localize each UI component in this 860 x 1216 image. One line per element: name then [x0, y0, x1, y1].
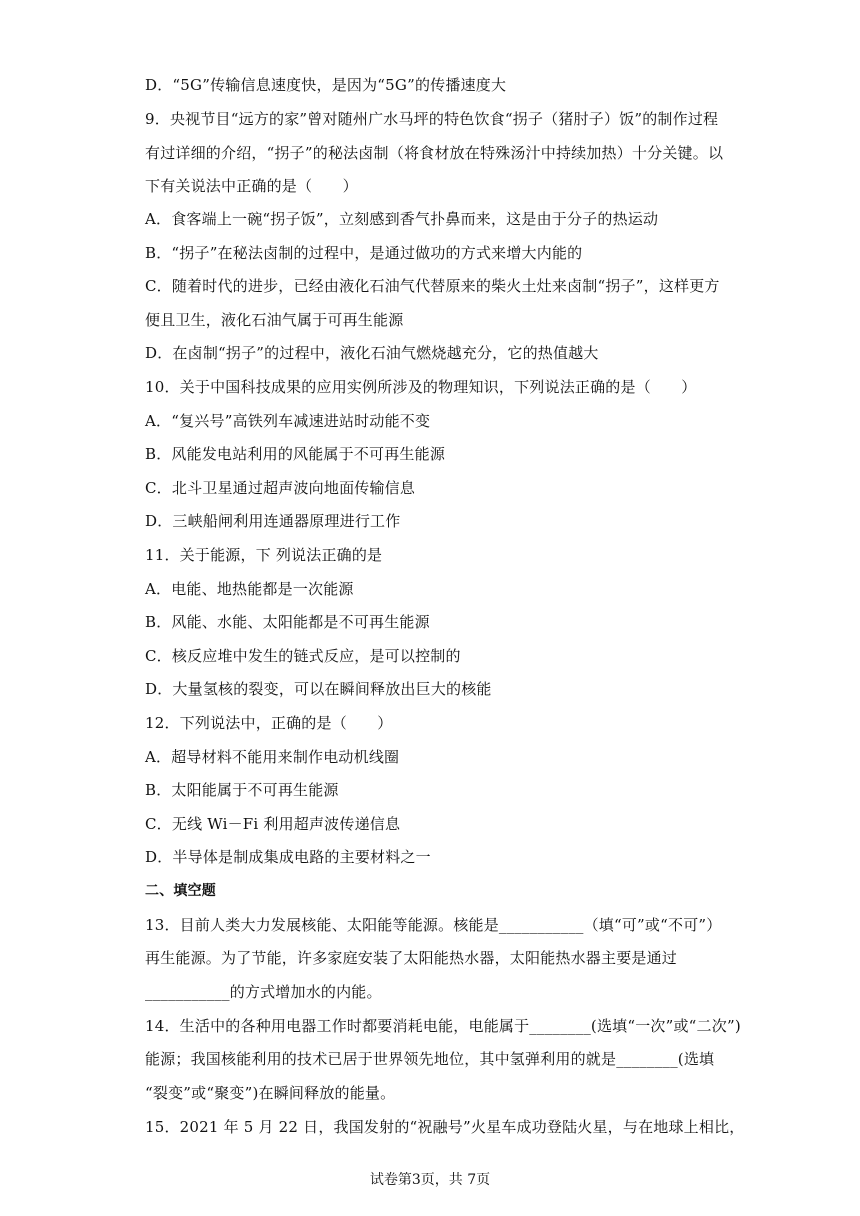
- q9-stem-line-2: 有过详细的介绍，“拐子”的秘法卤制（将食材放在特殊汤汁中持续加热）十分关键。以: [145, 144, 724, 162]
- q11-option-c: C．核反应堆中发生的链式反应，是可以控制的: [145, 647, 461, 665]
- q14-line-2: 能源；我国核能利用的技术已居于世界领先地位，其中氢弹利用的就是________(选填: [145, 1050, 715, 1068]
- q10-option-d: D．三峡船闸利用连通器原理进行工作: [145, 512, 401, 530]
- q15-line-1: 15．2021 年 5 月 22 日，我国发射的“祝融号”火星车成功登陆火星，与在地球上相比，: [145, 1118, 745, 1136]
- q8-option-d: D．“5G”传输信息速度快，是因为“5G”的传播速度大: [145, 76, 507, 94]
- q10-option-b: B．风能发电站利用的风能属于不可再生能源: [145, 445, 446, 463]
- q11-stem: 11．关于能源，下 列说法正确的是: [145, 546, 383, 564]
- q12-option-c: C．无线 Wi－Fi 利用超声波传递信息: [145, 815, 401, 833]
- q12-option-a: A．超导材料不能用来制作电动机线圈: [145, 748, 400, 766]
- q9-option-b: B．“拐子”在秘法卤制的过程中，是通过做功的方式来增大内能的: [145, 244, 583, 262]
- q13-line-3: ___________的方式增加水的内能。: [145, 983, 382, 1001]
- q9-stem-line-1: 9．央视节目“远方的家”曾对随州广水马坪的特色饮食“拐子（猪肘子）饭”的制作过程: [145, 110, 719, 128]
- q9-option-a: A．食客端上一碗“拐子饭”，立刻感到香气扑鼻而来，这是由于分子的热运动: [145, 210, 659, 228]
- q11-option-a: A．电能、地热能都是一次能源: [145, 580, 354, 598]
- q9-stem-line-3: 下有关说法中正确的是（ ）: [145, 177, 358, 195]
- q9-option-c-line-2: 便且卫生，液化石油气属于可再生能源: [145, 311, 404, 329]
- page-footer: 试卷第3页，共 7页: [369, 1172, 491, 1188]
- q9-option-d: D．在卤制“拐子”的过程中，液化石油气燃烧越充分，它的热值越大: [145, 344, 599, 362]
- q12-option-d: D．半导体是制成集成电路的主要材料之一: [145, 848, 431, 866]
- q12-stem: 12．下列说法中，正确的是（ ）: [145, 714, 393, 732]
- q14-line-3: “裂变”或“聚变”)在瞬间释放的能量。: [145, 1084, 396, 1102]
- q11-option-b: B．风能、水能、太阳能都是不可再生能源: [145, 613, 430, 631]
- q11-option-d: D．大量氢核的裂变，可以在瞬间释放出巨大的核能: [145, 680, 492, 698]
- q10-option-a: A．“复兴号”高铁列车减速进站时动能不变: [145, 412, 431, 430]
- q13-line-2: 再生能源。为了节能，许多家庭安装了太阳能热水器，太阳能热水器主要是通过: [145, 949, 678, 967]
- q13-line-1: 13．目前人类大力发展核能、太阳能等能源。核能是___________（填“可”或“不可”）: [145, 916, 722, 934]
- q12-option-b: B．太阳能属于不可再生能源: [145, 781, 339, 799]
- q10-option-c: C．北斗卫星通过超声波向地面传输信息: [145, 479, 416, 497]
- section-heading-fill-blank: 二、填空题: [145, 883, 216, 899]
- q14-line-1: 14．生活中的各种用电器工作时都要消耗电能，电能属于________(选填“一次”或“二次”): [145, 1017, 741, 1035]
- q9-option-c-line-1: C．随着时代的进步，已经由液化石油气代替原来的柴火土灶来卤制“拐子”，这样更方: [145, 277, 720, 295]
- q10-stem: 10．关于中国科技成果的应用实例所涉及的物理知识，下列说法正确的是（ ）: [145, 378, 697, 396]
